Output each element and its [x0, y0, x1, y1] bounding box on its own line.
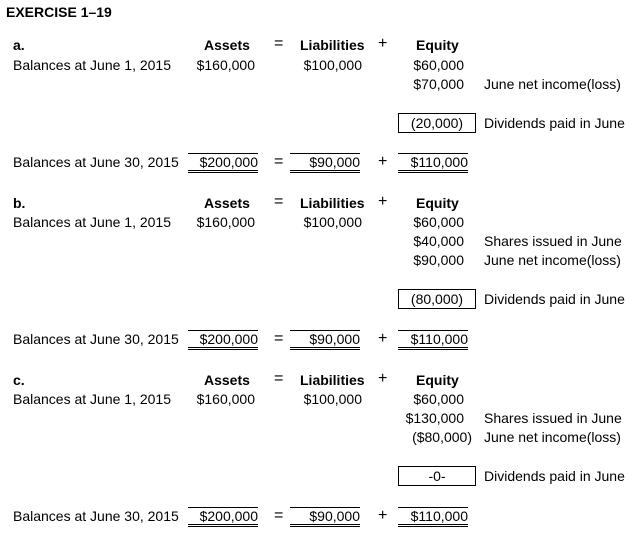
- opening-liabilities: $100,000: [303, 391, 362, 407]
- header-assets: Assets: [204, 195, 250, 211]
- plus-sign: +: [378, 507, 388, 524]
- closing-label: Balances at June 30, 2015: [13, 154, 179, 170]
- closing-assets: $200,000: [188, 507, 258, 527]
- item-description: Shares issued in June: [484, 410, 622, 426]
- equals-sign: =: [274, 193, 284, 210]
- part-label: b.: [13, 195, 26, 211]
- plus-sign: +: [378, 35, 388, 52]
- closing-equity: $110,000: [398, 153, 468, 173]
- opening-assets: $160,000: [196, 57, 255, 73]
- closing-equity: $110,000: [398, 507, 468, 527]
- opening-label: Balances at June 1, 2015: [13, 57, 172, 73]
- opening-equity: $60,000: [413, 57, 464, 73]
- header-equity: Equity: [416, 37, 459, 53]
- exercise-title: EXERCISE 1–19: [6, 4, 112, 20]
- item-description: June net income(loss): [484, 252, 621, 268]
- opening-label: Balances at June 1, 2015: [13, 214, 172, 230]
- closing-label: Balances at June 30, 2015: [13, 331, 179, 347]
- closing-liabilities: $90,000: [290, 507, 360, 527]
- item-description: June net income(loss): [484, 76, 621, 92]
- closing-liabilities: $90,000: [290, 153, 360, 173]
- plus-sign: +: [378, 370, 388, 387]
- header-equity: Equity: [416, 195, 459, 211]
- item-amount: $70,000: [413, 76, 464, 92]
- item-description: Dividends paid in June: [484, 115, 625, 131]
- equals-sign: =: [274, 35, 284, 52]
- item-description: June net income(loss): [484, 429, 621, 445]
- opening-liabilities: $100,000: [303, 214, 362, 230]
- opening-label: Balances at June 1, 2015: [13, 391, 172, 407]
- part-label: a.: [13, 37, 25, 53]
- closing-assets: $200,000: [188, 153, 258, 173]
- plus-sign: +: [378, 330, 388, 347]
- item-description: Shares issued in June: [484, 233, 622, 249]
- equals-sign: =: [274, 507, 284, 524]
- dividends-amount-box: (80,000): [398, 289, 476, 309]
- closing-equity: $110,000: [398, 330, 468, 350]
- item-amount: $40,000: [413, 233, 464, 249]
- opening-equity: $60,000: [413, 391, 464, 407]
- part-label: c.: [13, 372, 25, 388]
- equals-sign: =: [274, 153, 284, 170]
- opening-assets: $160,000: [196, 214, 255, 230]
- opening-assets: $160,000: [196, 391, 255, 407]
- dividends-amount-box: -0-: [398, 466, 476, 486]
- item-amount: $130,000: [405, 410, 464, 426]
- plus-sign: +: [378, 153, 388, 170]
- item-amount: $90,000: [413, 252, 464, 268]
- dividends-amount-box: (20,000): [398, 113, 476, 133]
- header-liabilities: Liabilities: [300, 372, 365, 388]
- header-liabilities: Liabilities: [300, 195, 365, 211]
- opening-liabilities: $100,000: [303, 57, 362, 73]
- equals-sign: =: [274, 330, 284, 347]
- closing-label: Balances at June 30, 2015: [13, 508, 179, 524]
- equals-sign: =: [274, 370, 284, 387]
- header-assets: Assets: [204, 37, 250, 53]
- opening-equity: $60,000: [413, 214, 464, 230]
- plus-sign: +: [378, 193, 388, 210]
- header-assets: Assets: [204, 372, 250, 388]
- item-description: Dividends paid in June: [484, 468, 625, 484]
- closing-liabilities: $90,000: [290, 330, 360, 350]
- closing-assets: $200,000: [188, 330, 258, 350]
- item-description: Dividends paid in June: [484, 291, 625, 307]
- header-equity: Equity: [416, 372, 459, 388]
- header-liabilities: Liabilities: [300, 37, 365, 53]
- item-amount: ($80,000): [412, 429, 472, 445]
